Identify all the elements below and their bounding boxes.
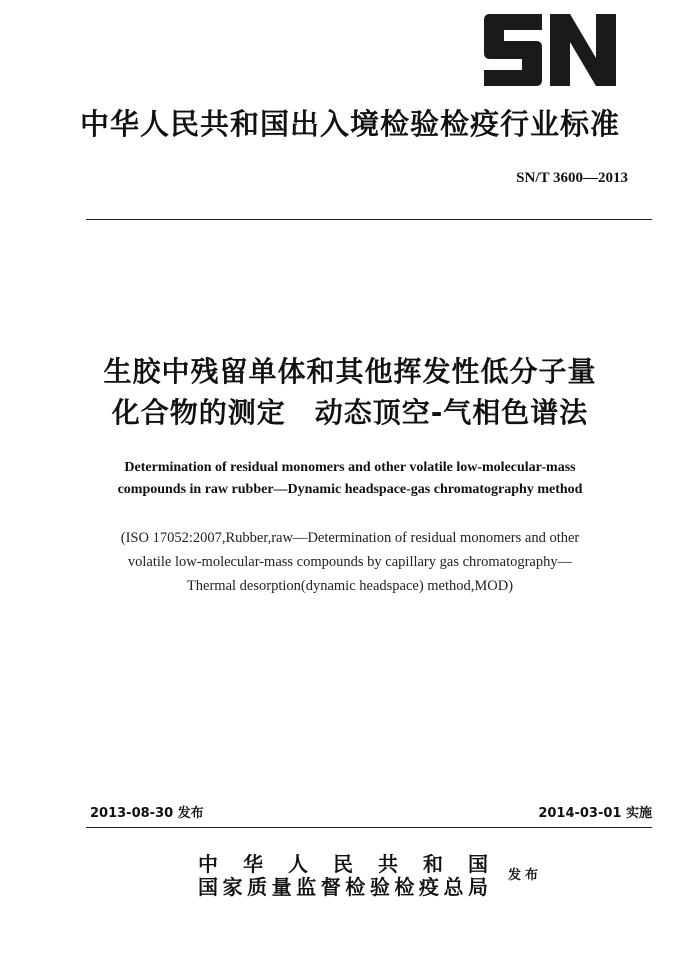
english-title-line-2: compounds in raw rubber—Dynamic headspace-gas chromatography method xyxy=(117,482,583,497)
issuer-line-2: 国家质量监督检验检疫总局 xyxy=(198,875,488,899)
bottom-divider xyxy=(86,827,652,828)
chinese-title-line-2: 化合物的测定 动态顶空-气相色谱法 xyxy=(111,396,589,429)
chinese-title-line-1: 生胶中残留单体和其他挥发性低分子量 xyxy=(103,355,597,388)
sn-logo-s-shape xyxy=(484,14,542,86)
iso-reference-line-2: volatile low-molecular-mass compounds by capillary gas chromatography— xyxy=(127,554,573,570)
top-divider xyxy=(86,219,652,220)
iso-reference-line-3: Thermal desorption(dynamic headspace) method,MOD) xyxy=(186,578,514,594)
iso-reference-line-1: (ISO 17052:2007,Rubber,raw—Determination of residual monomers and other xyxy=(120,530,580,546)
sn-logo-n-shape xyxy=(550,14,616,86)
implementation-date: 2014-03-01 实施 xyxy=(538,806,652,821)
english-title-line-1: Determination of residual monomers and other volatile low-molecular-mass xyxy=(124,460,576,475)
sn-logo xyxy=(480,14,618,86)
issuer-line-1: 中华人民共和国 xyxy=(198,852,488,876)
issue-date: 2013-08-30 发布 xyxy=(90,806,204,821)
standard-number: SN/T 3600—2013 xyxy=(516,170,628,186)
org-title: 中华人民共和国出入境检验检疫行业标准 xyxy=(79,107,620,141)
publish-label: 发布 xyxy=(508,868,543,883)
